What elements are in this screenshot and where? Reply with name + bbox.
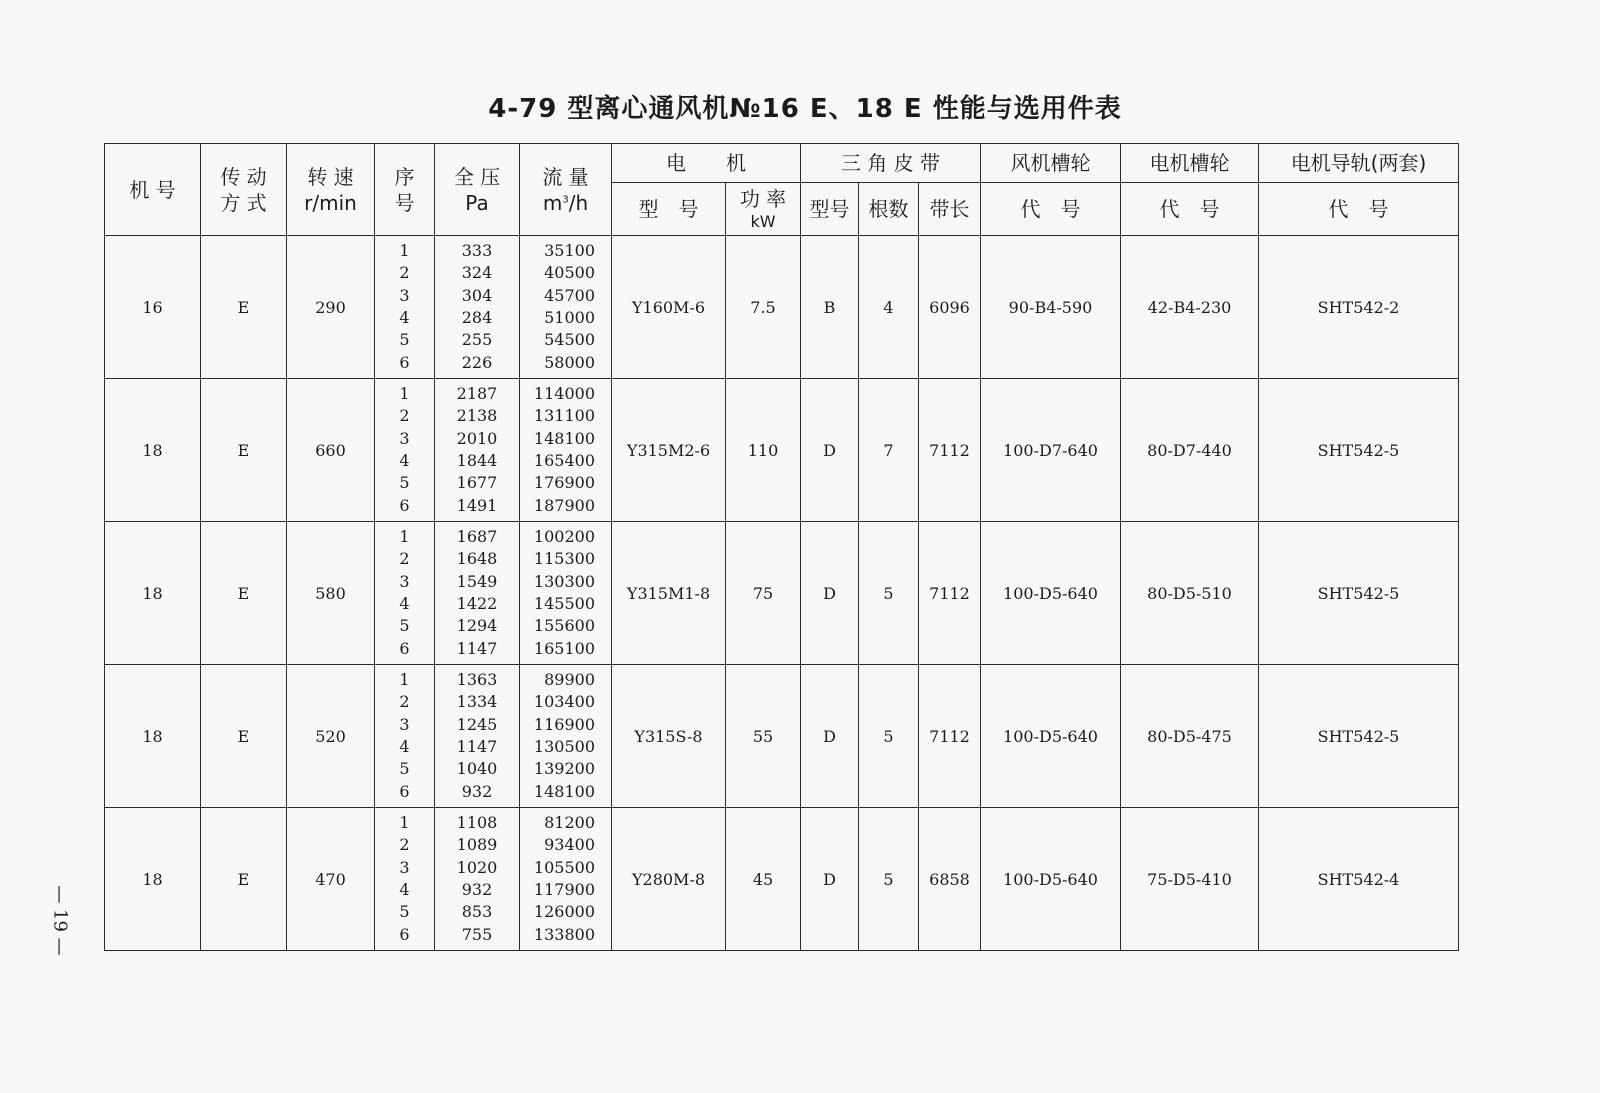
cell-pressure-value: 1648 (456, 549, 498, 569)
cell-seq-value: 1 (399, 813, 410, 833)
cell-belt-count: 5 (859, 522, 919, 665)
cell-rail: SHT542-5 (1259, 665, 1459, 808)
cell-seq (375, 522, 435, 665)
header-rail-code: 代 号 (1259, 183, 1459, 236)
cell-motor-pulley: 80-D7-440 (1121, 379, 1259, 522)
cell-flow-value: 145500 (533, 594, 595, 613)
cell-seq-value: 4 (399, 308, 410, 327)
cell-seq (375, 665, 435, 808)
cell-pressure-value: 932 (461, 781, 493, 801)
cell-pressure-value: 932 (461, 880, 493, 899)
cell-pressure-value: 1245 (456, 714, 498, 734)
cell-pressure-value: 2187 (456, 384, 498, 404)
cell-speed: 470 (287, 808, 375, 951)
cell-flow-value: 58000 (544, 352, 595, 372)
cell-flow-value: 100200 (533, 527, 595, 547)
cell-motor-pulley: 42-B4-230 (1121, 236, 1259, 379)
cell-pressure-value: 255 (461, 330, 493, 350)
cell-machine-no: 16 (105, 236, 201, 379)
cell-seq-value: 6 (399, 781, 410, 801)
cell-seq-value: 6 (399, 924, 410, 944)
cell-seq-value: 4 (399, 880, 410, 899)
cell-seq-value: 2 (399, 406, 410, 426)
cell-fan-pulley: 90-B4-590 (981, 236, 1121, 379)
cell-pressure-value: 1294 (456, 616, 498, 636)
header-pressure: 全 压 Pa (435, 144, 520, 236)
cell-seq-value: 5 (399, 330, 410, 350)
page-title: 4-79 型离心通风机№16 E、18 E 性能与选用件表 (488, 94, 1122, 124)
cell-pressure-value: 853 (461, 902, 493, 922)
cell-pressure-value: 1089 (456, 835, 498, 855)
cell-belt-count: 7 (859, 379, 919, 522)
header-seq: 序 号 (375, 144, 435, 236)
table-row (105, 236, 1459, 379)
cell-flow-value: 114000 (533, 384, 595, 404)
cell-seq (375, 379, 435, 522)
cell-flow-value: 148100 (533, 428, 595, 448)
cell-seq-value: 2 (399, 549, 410, 569)
table-row (105, 379, 1459, 522)
cell-pressure-value: 2010 (456, 428, 498, 448)
cell-seq-value: 1 (399, 384, 410, 404)
cell-seq-value: 3 (399, 714, 410, 734)
cell-pressure (435, 379, 520, 522)
header-belt-count: 根数 (859, 183, 919, 236)
cell-drive: E (201, 522, 287, 665)
cell-seq-value: 5 (399, 902, 410, 922)
header-fan-pulley-code: 代 号 (981, 183, 1121, 236)
cell-belt-length: 7112 (919, 379, 981, 522)
cell-flow-value: 89900 (544, 670, 595, 690)
cell-flow-value: 105500 (533, 857, 595, 877)
cell-rail: SHT542-5 (1259, 522, 1459, 665)
cell-belt-count: 5 (859, 665, 919, 808)
cell-flow (520, 379, 612, 522)
cell-motor-pulley: 80-D5-510 (1121, 522, 1259, 665)
cell-belt-length: 6096 (919, 236, 981, 379)
cell-flow (520, 522, 612, 665)
table-row (105, 808, 1459, 951)
cell-drive: E (201, 236, 287, 379)
cell-motor-model: Y280M-8 (612, 808, 726, 951)
cell-motor-model: Y315M1-8 (612, 522, 726, 665)
cell-flow-value: 45700 (544, 285, 595, 305)
cell-flow-value: 155600 (533, 616, 595, 636)
cell-seq-value: 3 (399, 571, 410, 591)
cell-rail: SHT542-4 (1259, 808, 1459, 951)
cell-seq-value: 4 (399, 451, 410, 470)
cell-pressure-value: 1687 (456, 527, 498, 547)
cell-seq-value: 1 (399, 241, 410, 261)
cell-seq-value: 4 (399, 594, 410, 613)
cell-seq-value: 2 (399, 263, 410, 283)
cell-flow-value: 130300 (533, 571, 595, 591)
cell-flow-value: 40500 (544, 263, 595, 283)
cell-fan-pulley: 100-D5-640 (981, 808, 1121, 951)
cell-seq-value: 6 (399, 638, 410, 658)
cell-pressure-value: 2138 (456, 406, 498, 426)
cell-flow-value: 139200 (533, 759, 595, 779)
cell-flow-value: 176900 (533, 473, 595, 493)
cell-seq-value: 5 (399, 473, 410, 493)
cell-flow-value: 54500 (544, 330, 595, 350)
header-motor-pulley: 电机槽轮 (1121, 144, 1259, 183)
cell-belt-type: D (801, 379, 859, 522)
cell-flow-value: 165100 (533, 638, 595, 658)
cell-belt-type: D (801, 522, 859, 665)
cell-seq (375, 808, 435, 951)
cell-belt-length: 6858 (919, 808, 981, 951)
cell-pressure-value: 1147 (456, 737, 498, 756)
table-row (105, 522, 1459, 665)
cell-motor-pulley: 75-D5-410 (1121, 808, 1259, 951)
cell-pressure-value: 1677 (456, 473, 498, 493)
cell-pressure-value: 1549 (456, 571, 498, 591)
cell-flow-value: 51000 (544, 308, 595, 327)
cell-seq-value: 3 (399, 428, 410, 448)
cell-motor-power: 7.5 (726, 236, 801, 379)
cell-flow-value: 187900 (533, 495, 595, 515)
cell-pressure-value: 226 (461, 352, 493, 372)
header-belt-length: 带长 (919, 183, 981, 236)
cell-flow-value: 126000 (533, 902, 595, 922)
cell-speed: 660 (287, 379, 375, 522)
page-number: — 19 — (49, 884, 71, 956)
cell-machine-no: 18 (105, 379, 201, 522)
cell-motor-model: Y315S-8 (612, 665, 726, 808)
cell-pressure-value: 1422 (456, 594, 498, 613)
cell-flow-value: 81200 (544, 813, 595, 833)
cell-seq-value: 1 (399, 670, 410, 690)
header-belt: 三 角 皮 带 (801, 144, 981, 183)
cell-flow-value: 115300 (533, 549, 595, 569)
cell-pressure-value: 333 (461, 241, 493, 261)
header-motor-pulley-code: 代 号 (1121, 183, 1259, 236)
table-header (105, 144, 1459, 236)
cell-flow-value: 130500 (533, 737, 595, 756)
cell-fan-pulley: 100-D5-640 (981, 665, 1121, 808)
cell-flow-value: 93400 (544, 835, 595, 855)
cell-seq-value: 3 (399, 857, 410, 877)
cell-seq-value: 6 (399, 352, 410, 372)
cell-machine-no: 18 (105, 808, 201, 951)
header-fan-pulley: 风机槽轮 (981, 144, 1121, 183)
cell-rail: SHT542-2 (1259, 236, 1459, 379)
cell-motor-model: Y160M-6 (612, 236, 726, 379)
cell-machine-no: 18 (105, 665, 201, 808)
cell-speed: 520 (287, 665, 375, 808)
cell-fan-pulley: 100-D5-640 (981, 522, 1121, 665)
cell-pressure-value: 324 (461, 263, 493, 283)
cell-flow-value: 103400 (533, 692, 595, 712)
cell-seq-value: 4 (399, 737, 410, 756)
cell-seq (375, 236, 435, 379)
cell-flow-value: 35100 (544, 241, 595, 261)
cell-flow-value: 117900 (533, 880, 595, 899)
cell-belt-count: 5 (859, 808, 919, 951)
cell-fan-pulley: 100-D7-640 (981, 379, 1121, 522)
cell-seq-value: 3 (399, 285, 410, 305)
cell-speed: 580 (287, 522, 375, 665)
header-speed: 转 速 r/min (287, 144, 375, 236)
cell-flow-value: 148100 (533, 781, 595, 801)
cell-pressure-value: 1491 (456, 495, 498, 515)
cell-seq-value: 5 (399, 759, 410, 779)
cell-pressure-value: 755 (461, 924, 493, 944)
cell-pressure (435, 808, 520, 951)
cell-motor-power: 55 (726, 665, 801, 808)
cell-belt-length: 7112 (919, 665, 981, 808)
header-belt-type: 型号 (801, 183, 859, 236)
cell-motor-power: 45 (726, 808, 801, 951)
header-rail: 电机导轨(两套) (1259, 144, 1459, 183)
cell-belt-count: 4 (859, 236, 919, 379)
header-drive: 传 动 方 式 (201, 144, 287, 236)
cell-drive: E (201, 379, 287, 522)
cell-pressure-value: 1844 (456, 451, 498, 470)
cell-rail: SHT542-5 (1259, 379, 1459, 522)
cell-machine-no: 18 (105, 522, 201, 665)
cell-flow-value: 133800 (533, 924, 595, 944)
cell-pressure-value: 1040 (456, 759, 498, 779)
performance-table (104, 143, 1459, 951)
cell-seq-value: 6 (399, 495, 410, 515)
header-flow: 流 量 $m^3/h$ (520, 144, 612, 236)
cell-seq-value: 2 (399, 692, 410, 712)
cell-pressure-value: 1108 (456, 813, 498, 833)
cell-belt-length: 7112 (919, 522, 981, 665)
cell-motor-pulley: 80-D5-475 (1121, 665, 1259, 808)
cell-pressure-value: 1147 (456, 638, 498, 658)
header-motor-power: 功 率 kW (726, 183, 801, 236)
header-motor-model: 型 号 (612, 183, 726, 236)
header-motor: 电 机 (612, 144, 801, 183)
header-machine-no: 机 号 (105, 144, 201, 236)
cell-belt-type: D (801, 665, 859, 808)
cell-belt-type: B (801, 236, 859, 379)
cell-seq-value: 2 (399, 835, 410, 855)
cell-flow-value: 131100 (533, 406, 595, 426)
cell-speed: 290 (287, 236, 375, 379)
cell-pressure-value: 1334 (456, 692, 498, 712)
cell-pressure-value: 304 (461, 285, 493, 305)
cell-drive: E (201, 808, 287, 951)
cell-seq-value: 1 (399, 527, 410, 547)
cell-motor-model: Y315M2-6 (612, 379, 726, 522)
cell-belt-type: D (801, 808, 859, 951)
table-body (105, 236, 1459, 951)
cell-flow (520, 665, 612, 808)
cell-motor-power: 110 (726, 379, 801, 522)
cell-flow (520, 236, 612, 379)
table-row (105, 665, 1459, 808)
cell-seq-value: 5 (399, 616, 410, 636)
cell-pressure-value: 1363 (456, 670, 498, 690)
cell-flow-value: 165400 (533, 451, 595, 470)
cell-pressure-value: 284 (461, 308, 493, 327)
cell-pressure-value: 1020 (456, 857, 498, 877)
cell-motor-power: 75 (726, 522, 801, 665)
cell-pressure (435, 522, 520, 665)
cell-flow (520, 808, 612, 951)
cell-pressure (435, 236, 520, 379)
cell-drive: E (201, 665, 287, 808)
cell-flow-value: 116900 (533, 714, 595, 734)
cell-pressure (435, 665, 520, 808)
